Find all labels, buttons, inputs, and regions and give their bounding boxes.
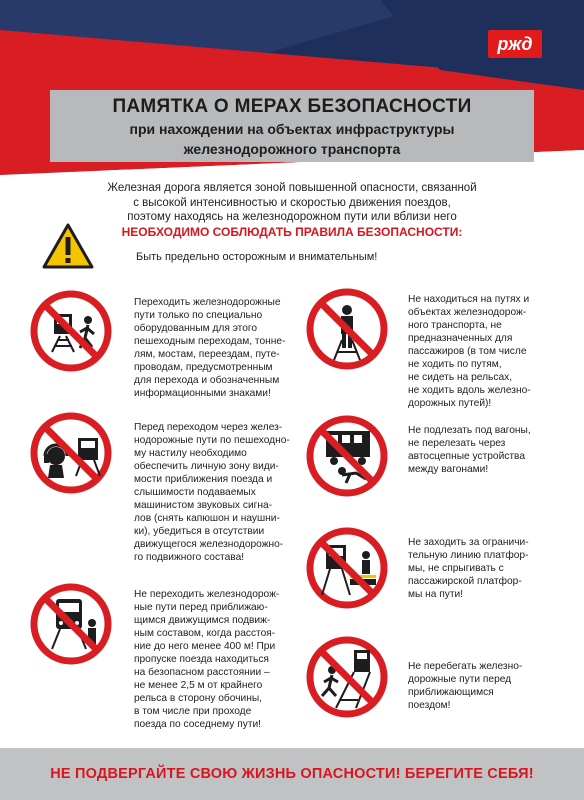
- rule-under-wagon-text: Не подлезать под вагоны, не перелезать через автосцепные устройства между вагонами!: [408, 425, 531, 475]
- page-subtitle-line1: при нахождении на объектах инфраструктуры: [129, 121, 455, 137]
- footer-slogan: НЕ ПОДВЕРГАЙТЕ СВОЮ ЖИЗНЬ ОПАСНОСТИ! БЕРЕГИТЕ СЕБЯ!: [50, 766, 534, 782]
- rzd-logo: ржд: [488, 30, 542, 58]
- rule-running-train-text: Не перебегать железно- дорожные пути перед приближающимся поездом!: [408, 661, 523, 711]
- under-wagon-sign-icon: [306, 415, 388, 497]
- approaching-train-sign-icon: [30, 583, 112, 665]
- rule-approaching-train-text: Не переходить железнодорож- ные пути перед приближаю- щимся движущимся подвиж- ным составом, когда расстоя- ние до него менее 400 м! При пропуске поезда находиться на безопасном расстоянии – не менее 2,5 м от крайнего рельса в сторону обочины, в том числе при проходе поезда по соседнему пути!: [134, 589, 280, 730]
- footer-banner: [0, 748, 584, 800]
- warning-triangle-icon: [42, 222, 94, 270]
- page-subtitle-line2: железнодорожного транспорта: [183, 141, 401, 157]
- intro-highlight: НЕОБХОДИМО СОБЛЮДАТЬ ПРАВИЛА БЕЗОПАСНОСТИ:: [121, 225, 463, 239]
- platform-edge-sign-icon: [306, 527, 388, 609]
- walking-on-tracks-sign-icon: [306, 288, 388, 370]
- rule-headphones-text: Перед переходом через желез- нодорожные пути по пешеходно- му настилу необходимо обеспечить личную зону види- мости приближения поезда и слышимости подаваемых машинистом звуковых сигна- лов (снять капюшон и наушни- ки), убедиться в отсутствии движущегося железнодорожно- го подвижного состава!: [134, 422, 290, 563]
- rule-crossing-text: Переходить железнодорожные пути только по специально оборудованным для этого пешеходным переходам, тонне- лям, мостам, переездам, путе- проводам, предусмотренным для перехода и обозначенным информационными знаками!: [134, 297, 286, 399]
- intro-line2: с высокой интенсивностью и скоростью движения поездов,: [133, 196, 451, 209]
- warning-text: Быть предельно осторожным и внимательным!: [136, 251, 378, 263]
- rule-platform-edge-text: Не заходить за ограничи- тельную линию платфор- мы, не спрыгивать с пассажирской платфор- мы на пути!: [408, 537, 529, 600]
- intro-text: [60, 181, 524, 225]
- page-title: ПАМЯТКА О МЕРАХ БЕЗОПАСНОСТИ: [112, 96, 472, 117]
- running-before-train-sign-icon: [306, 636, 388, 718]
- intro-line1: Железная дорога является зоной повышенной опасности, связанной: [107, 182, 477, 194]
- crossing-track-sign-icon: [30, 290, 112, 372]
- intro-line3: поэтому находясь на железнодорожном пути или вблизи него: [127, 211, 457, 223]
- title-banner: [50, 90, 534, 162]
- rule-walking-tracks-text: Не находиться на путях и объектах железнодорож- ного транспорта, не предназначенных для пассажиров (в том числе не ходить по путям, не сидеть на рельсах, не ходить вдоль железно- дорожных путей)!: [408, 294, 531, 409]
- headphones-train-sign-icon: [30, 412, 112, 494]
